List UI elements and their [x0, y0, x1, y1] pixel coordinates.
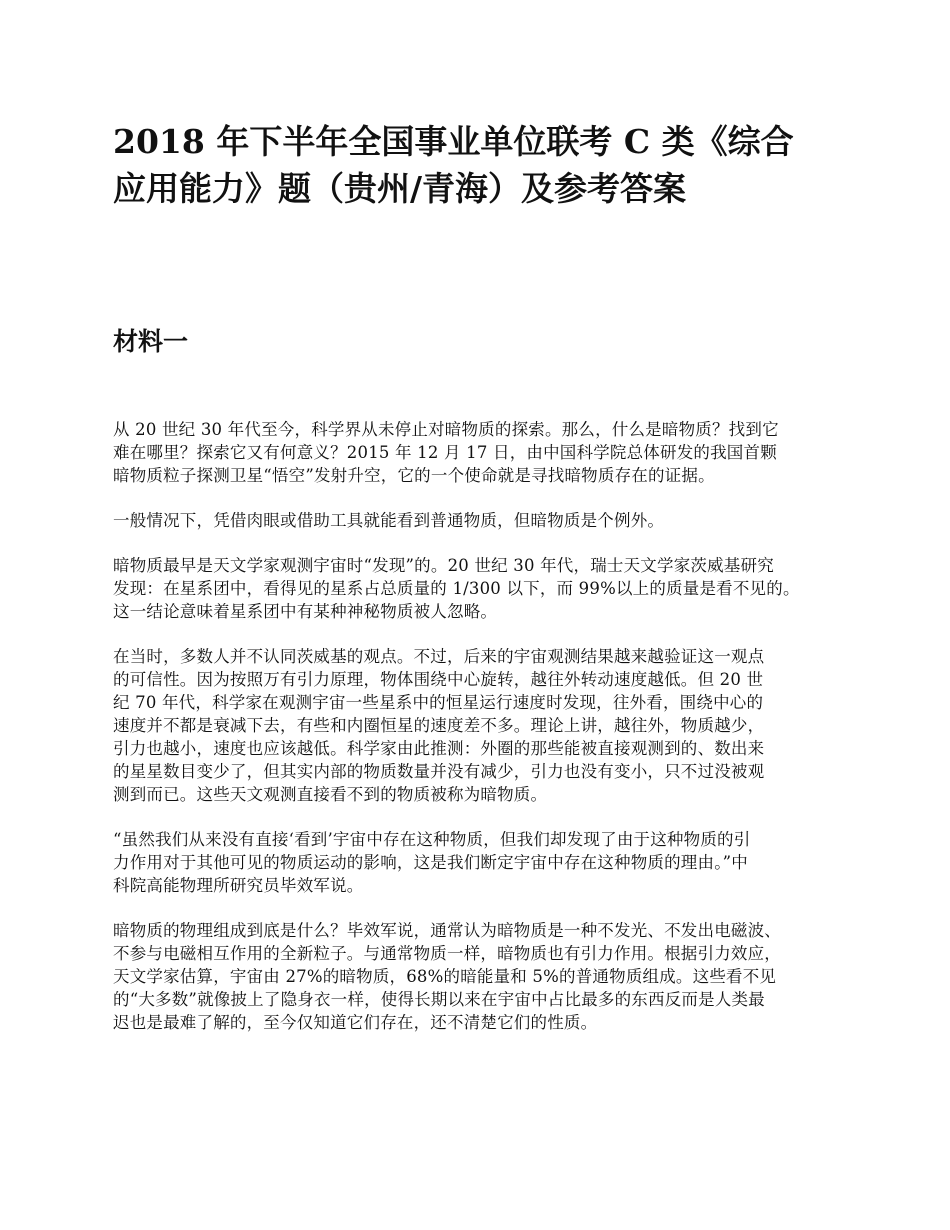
- title-line: 2018 年下半年全国事业单位联考 C 类《综合: [113, 122, 794, 161]
- paragraph-line: 的“大多数”就像披上了隐身衣一样，使得长期以来在宇宙中占比最多的东西反而是人类最: [113, 990, 765, 1009]
- paragraph-line: 的可信性。因为按照万有引力原理，物体围绕中心旋转，越往外转动速度越低。但 20 世: [113, 670, 764, 689]
- paragraph-line: 纪 70 年代，科学家在观测宇宙一些星系中的恒星运行速度时发现，往外看，围绕中心的: [113, 693, 764, 712]
- paragraph-line: 暗物质粒子探测卫星“悟空”发射升空，它的一个使命就是寻找暗物质存在的证据。: [113, 466, 715, 485]
- paragraph-line: 天文学家估算，宇宙由 27%的暗物质，68%的暗能量和 5%的普通物质组成。这些看不见: [113, 967, 777, 986]
- paragraph-line: 科院高能物理所研究员毕效军说。: [113, 876, 364, 895]
- paragraph-line: 暗物质最早是天文学家观测宇宙时“发现”的。20 世纪 30 年代，瑞士天文学家茨威基研究: [113, 556, 774, 575]
- paragraph: [113, 828, 873, 897]
- paragraph: [113, 418, 873, 487]
- paragraph-line: 迟也是最难了解的，至今仅知道它们存在，还不清楚它们的性质。: [113, 1013, 598, 1032]
- paragraph-line: 的星星数目变少了，但其实内部的物质数量并没有减少，引力也没有变小，只不过没被观: [113, 762, 765, 781]
- section-heading: 材料一: [113, 327, 189, 356]
- paragraph-line: 测到而已。这些天文观测直接看不到的物质被称为暗物质。: [113, 785, 548, 804]
- document-body: [113, 418, 873, 1056]
- paragraph: [113, 645, 873, 806]
- paragraph: [113, 554, 873, 623]
- paragraph-line: 速度并不都是衰减下去，有些和内圈恒星的速度差不多。理论上讲，越往外，物质越少，: [113, 716, 765, 735]
- paragraph-line: 这一结论意味着星系团中有某种神秘物质被人忽略。: [113, 602, 498, 621]
- paragraph-line: “虽然我们从来没有直接‘看到’宇宙中存在这种物质，但我们却发现了由于这种物质的引: [113, 830, 751, 849]
- title-line: 应用能力》题（贵州/青海）及参考答案: [113, 169, 687, 208]
- paragraph-line: 一般情况下，凭借肉眼或借助工具就能看到普通物质，但暗物质是个例外。: [113, 511, 665, 530]
- paragraph-line: 引力也越小，速度也应该越低。科学家由此推测：外圈的那些能被直接观测到的、数出来: [113, 739, 765, 758]
- paragraph-line: 在当时，多数人并不认同茨威基的观点。不过，后来的宇宙观测结果越来越验证这一观点: [113, 647, 765, 666]
- paragraph-line: 不参与电磁相互作用的全新粒子。与通常物质一样，暗物质也有引力作用。根据引力效应，: [113, 944, 781, 963]
- paragraph: [113, 919, 873, 1034]
- paragraph: [113, 509, 873, 532]
- paragraph-line: 难在哪里？探索它又有何意义？2015 年 12 月 17 日，由中国科学院总体研发的我国首颗: [113, 443, 777, 462]
- paragraph-line: 暗物质的物理组成到底是什么？毕效军说，通常认为暗物质是一种不发光、不发出电磁波、: [113, 921, 781, 940]
- paragraph-line: 发现：在星系团中，看得见的星系占总质量的 1/300 以下，而 99%以上的质量是看不见的。: [113, 579, 800, 598]
- document-title: [113, 118, 853, 212]
- paragraph-line: 从 20 世纪 30 年代至今，科学界从未停止对暗物质的探索。那么，什么是暗物质？找到它: [113, 420, 779, 439]
- paragraph-line: 力作用对于其他可见的物质运动的影响，这是我们断定宇宙中存在这种物质的理由。”中: [113, 853, 748, 872]
